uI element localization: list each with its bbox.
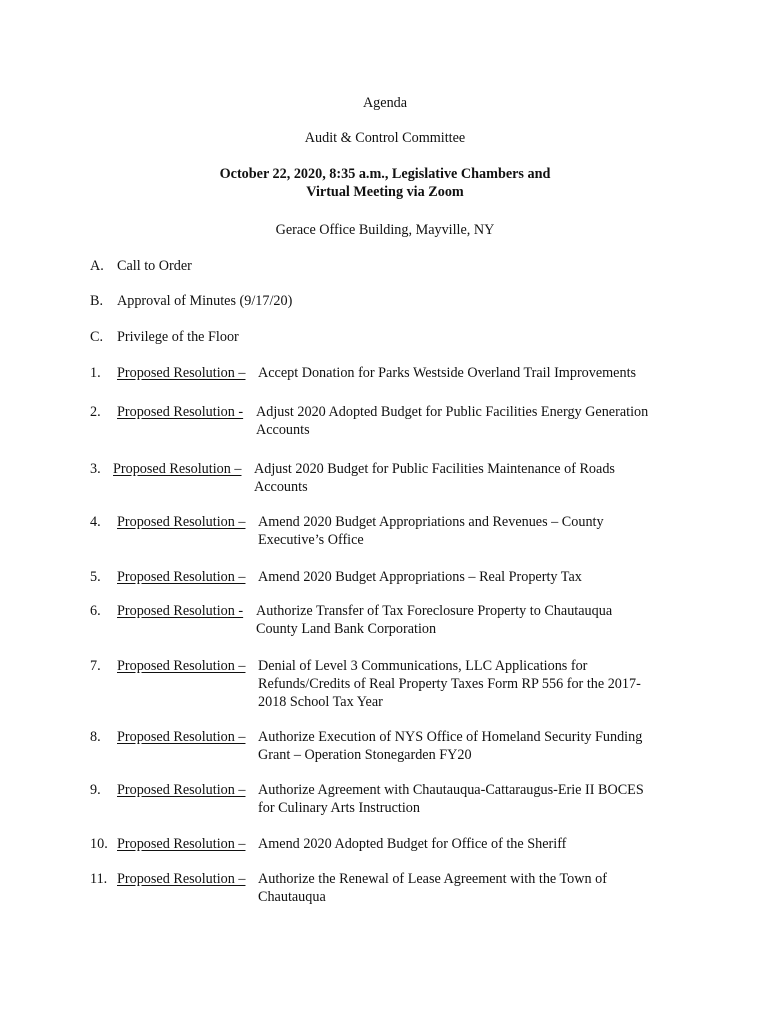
description-line: 2018 School Tax Year: [258, 694, 383, 710]
resolution-description: [258, 513, 604, 549]
resolution-prefix: Proposed Resolution -: [117, 404, 244, 420]
description-line: Adjust 2020 Adopted Budget for Public Facilities Energy Generation: [256, 404, 649, 420]
description-line: Authorize Agreement with Chautauqua-Cattaraugus-Erie II BOCES: [258, 782, 644, 798]
description-line: Refunds/Credits of Real Property Taxes Form RP 556 for the 2017-: [258, 676, 641, 692]
resolution-prefix: Proposed Resolution –: [117, 836, 246, 852]
committee-name: Audit & Control Committee: [304, 130, 466, 146]
agenda-title: Agenda: [362, 95, 408, 111]
item-text: Call to Order: [117, 258, 192, 274]
resolution-prefix: Proposed Resolution –: [117, 782, 246, 798]
description-line: for Culinary Arts Instruction: [258, 800, 420, 816]
description-line: Accounts: [254, 479, 308, 495]
resolution-description: [258, 835, 566, 853]
item-text: Approval of Minutes (9/17/20): [117, 293, 293, 309]
description-line: Grant – Operation Stonegarden FY20: [258, 747, 472, 763]
item-label: A.: [90, 258, 104, 274]
resolution-prefix: Proposed Resolution –: [117, 569, 246, 585]
resolution-number: 4.: [90, 514, 101, 530]
description-line: Amend 2020 Budget Appropriations and Revenues – County: [258, 514, 604, 530]
resolution-description: [258, 568, 582, 586]
description-line: Adjust 2020 Budget for Public Facilities Maintenance of Roads: [254, 461, 615, 477]
resolution-prefix: Proposed Resolution –: [117, 729, 246, 745]
resolution-prefix: Proposed Resolution –: [117, 514, 246, 530]
description-line: Authorize Execution of NYS Office of Homeland Security Funding: [258, 729, 643, 745]
meeting-line-1: October 22, 2020, 8:35 a.m., Legislative Chambers and: [219, 166, 551, 182]
resolution-number: 7.: [90, 658, 101, 674]
resolution-number: 8.: [90, 729, 101, 745]
resolution-number: 2.: [90, 404, 101, 420]
resolution-number: 3.: [90, 461, 101, 477]
description-line: Denial of Level 3 Communications, LLC Applications for: [258, 658, 588, 674]
resolution-description: [258, 728, 642, 764]
description-line: Amend 2020 Adopted Budget for Office of the Sheriff: [258, 836, 567, 852]
resolution-prefix: Proposed Resolution –: [117, 658, 246, 674]
resolution-number: 9.: [90, 782, 101, 798]
meeting-line-2: Virtual Meeting via Zoom: [306, 184, 464, 200]
resolution-description: [258, 364, 636, 382]
resolution-prefix: Proposed Resolution -: [117, 603, 244, 619]
item-label: C.: [90, 329, 104, 345]
item-label: B.: [90, 293, 104, 309]
resolution-number: 10.: [90, 836, 108, 852]
description-line: Executive’s Office: [258, 532, 364, 548]
resolution-description: [254, 460, 615, 496]
meeting-location: Gerace Office Building, Mayville, NY: [275, 222, 495, 238]
resolution-description: [258, 657, 641, 711]
resolution-description: [258, 870, 607, 906]
resolution-number: 6.: [90, 603, 101, 619]
description-line: Authorize Transfer of Tax Foreclosure Property to Chautauqua: [256, 603, 613, 619]
resolution-description: [258, 781, 644, 817]
resolution-description: [256, 602, 612, 638]
resolution-prefix: Proposed Resolution –: [117, 365, 246, 381]
resolution-number: 11.: [90, 871, 108, 887]
item-text: Privilege of the Floor: [117, 329, 239, 345]
description-line: Authorize the Renewal of Lease Agreement with the Town of: [258, 871, 607, 887]
resolution-prefix: Proposed Resolution –: [113, 461, 242, 477]
resolution-description: [256, 403, 648, 439]
description-line: Amend 2020 Budget Appropriations – Real Property Tax: [258, 569, 582, 585]
resolution-prefix: Proposed Resolution –: [117, 871, 246, 887]
resolution-number: 1.: [90, 365, 101, 381]
description-line: County Land Bank Corporation: [256, 621, 437, 637]
description-line: Chautauqua: [258, 889, 326, 905]
description-line: Accept Donation for Parks Westside Overland Trail Improvements: [258, 365, 637, 381]
resolution-number: 5.: [90, 569, 101, 585]
description-line: Accounts: [256, 422, 310, 438]
